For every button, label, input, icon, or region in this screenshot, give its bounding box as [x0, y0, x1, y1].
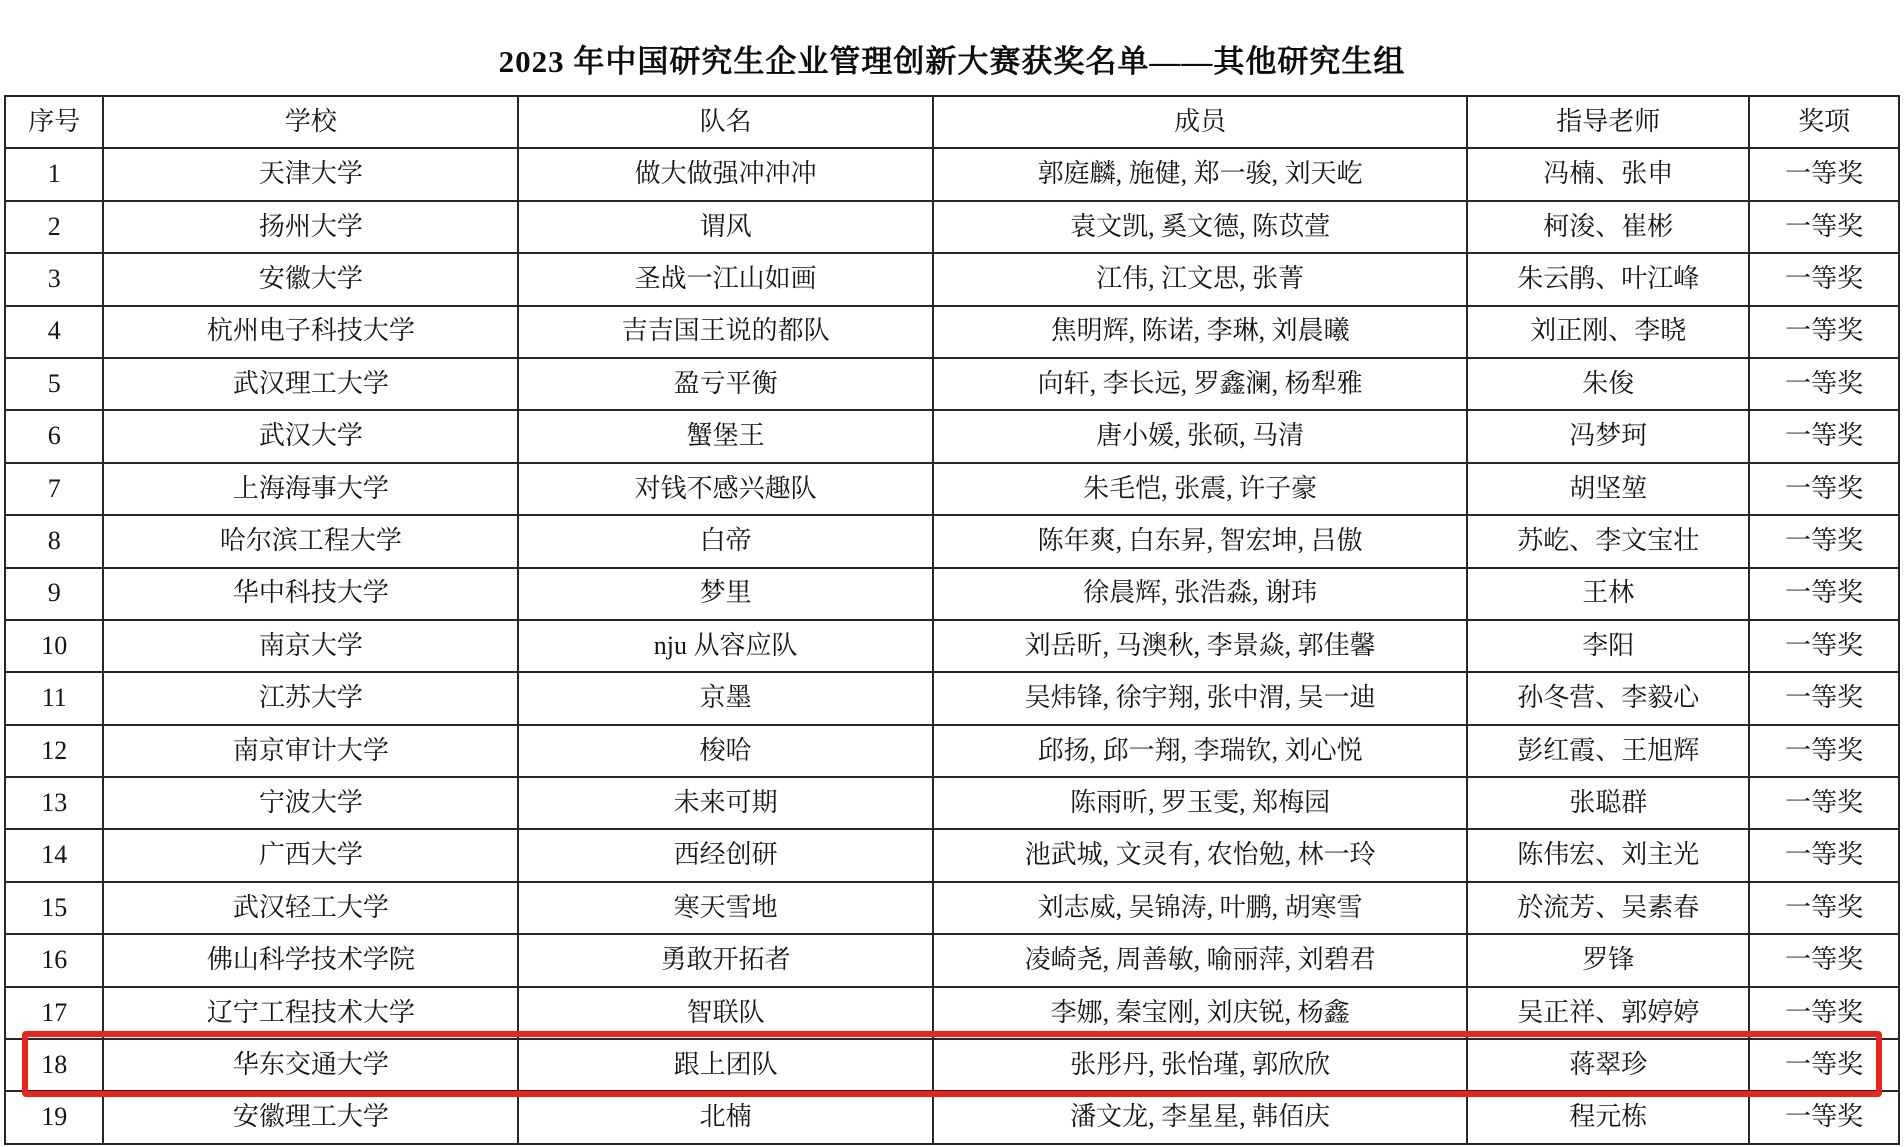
cell-award: 一等奖: [1749, 201, 1899, 253]
cell-no: 16: [5, 934, 103, 986]
cell-members: 刘志威, 吴锦涛, 叶鹏, 胡寒雪: [933, 882, 1467, 934]
header-members: 成员: [933, 96, 1467, 148]
cell-team: 吉吉国王说的都队: [518, 306, 933, 358]
cell-school: 南京审计大学: [103, 725, 518, 777]
cell-school: 安徽大学: [103, 253, 518, 305]
cell-team: 西经创研: [518, 829, 933, 881]
table-row: [5, 306, 1899, 358]
cell-school: 江苏大学: [103, 672, 518, 724]
cell-award: 一等奖: [1749, 725, 1899, 777]
cell-no: 6: [5, 410, 103, 462]
cell-award: 一等奖: [1749, 568, 1899, 620]
cell-members: 焦明辉, 陈诺, 李琳, 刘晨曦: [933, 306, 1467, 358]
cell-members: 徐晨辉, 张浩淼, 谢玮: [933, 568, 1467, 620]
cell-members: 袁文凯, 奚文德, 陈苡萱: [933, 201, 1467, 253]
cell-advisors: 於流芳、吴素春: [1467, 882, 1749, 934]
cell-no: 7: [5, 463, 103, 515]
cell-members: 朱毛恺, 张震, 许子豪: [933, 463, 1467, 515]
cell-school: 辽宁工程技术大学: [103, 987, 518, 1039]
cell-team: 京墨: [518, 672, 933, 724]
cell-no: 8: [5, 515, 103, 567]
cell-award: 一等奖: [1749, 777, 1899, 829]
cell-no: 10: [5, 620, 103, 672]
cell-award: 一等奖: [1749, 672, 1899, 724]
cell-school: 哈尔滨工程大学: [103, 515, 518, 567]
cell-award: 一等奖: [1749, 148, 1899, 200]
cell-team: 跟上团队: [518, 1039, 933, 1091]
cell-award: 一等奖: [1749, 515, 1899, 567]
cell-school: 天津大学: [103, 148, 518, 200]
cell-members: 陈雨昕, 罗玉雯, 郑梅园: [933, 777, 1467, 829]
table-row: [5, 829, 1899, 881]
cell-team: 寒天雪地: [518, 882, 933, 934]
cell-school: 华中科技大学: [103, 568, 518, 620]
cell-members: 刘岳昕, 马澳秋, 李景焱, 郭佳馨: [933, 620, 1467, 672]
cell-award: 一等奖: [1749, 463, 1899, 515]
cell-school: 佛山科学技术学院: [103, 934, 518, 986]
cell-school: 华东交通大学: [103, 1039, 518, 1091]
cell-school: 武汉理工大学: [103, 358, 518, 410]
cell-members: 凌崎尧, 周善敏, 喻丽萍, 刘碧君: [933, 934, 1467, 986]
header-award: 奖项: [1749, 96, 1899, 148]
cell-no: 11: [5, 672, 103, 724]
cell-award: 一等奖: [1749, 1039, 1899, 1091]
cell-no: 17: [5, 987, 103, 1039]
cell-award: 一等奖: [1749, 882, 1899, 934]
cell-team: 梦里: [518, 568, 933, 620]
table-row: [5, 148, 1899, 200]
cell-team: 北楠: [518, 1091, 933, 1143]
cell-advisors: 柯浚、崔彬: [1467, 201, 1749, 253]
cell-no: 1: [5, 148, 103, 200]
cell-advisors: 彭红霞、王旭辉: [1467, 725, 1749, 777]
cell-advisors: 冯楠、张申: [1467, 148, 1749, 200]
cell-school: 广西大学: [103, 829, 518, 881]
cell-team: 梭哈: [518, 725, 933, 777]
cell-team: 谓风: [518, 201, 933, 253]
cell-advisors: 李阳: [1467, 620, 1749, 672]
cell-no: 9: [5, 568, 103, 620]
cell-no: 14: [5, 829, 103, 881]
cell-award: 一等奖: [1749, 620, 1899, 672]
cell-advisors: 苏屹、李文宝壮: [1467, 515, 1749, 567]
cell-advisors: 王林: [1467, 568, 1749, 620]
cell-no: 2: [5, 201, 103, 253]
cell-no: 19: [5, 1091, 103, 1143]
table-row: [5, 882, 1899, 934]
cell-advisors: 程元栋: [1467, 1091, 1749, 1143]
table-header: [5, 96, 1899, 148]
cell-members: 张彤丹, 张怡瑾, 郭欣欣: [933, 1039, 1467, 1091]
cell-team: 白帝: [518, 515, 933, 567]
cell-team: 蟹堡王: [518, 410, 933, 462]
cell-members: 陈年爽, 白东昇, 智宏坤, 吕傲: [933, 515, 1467, 567]
cell-members: 吴炜锋, 徐宇翔, 张中渭, 吴一迪: [933, 672, 1467, 724]
table-row: [5, 934, 1899, 986]
cell-school: 上海海事大学: [103, 463, 518, 515]
cell-school: 安徽理工大学: [103, 1091, 518, 1143]
cell-school: 南京大学: [103, 620, 518, 672]
header-advisors: 指导老师: [1467, 96, 1749, 148]
table-row: [5, 201, 1899, 253]
cell-advisors: 刘正刚、李晓: [1467, 306, 1749, 358]
cell-team: 盈亏平衡: [518, 358, 933, 410]
table-row: [5, 672, 1899, 724]
cell-advisors: 蒋翠珍: [1467, 1039, 1749, 1091]
page-title: 2023 年中国研究生企业管理创新大赛获奖名单——其他研究生组: [498, 44, 1406, 79]
cell-advisors: 朱云鹃、叶江峰: [1467, 253, 1749, 305]
cell-members: 潘文龙, 李星星, 韩佰庆: [933, 1091, 1467, 1143]
cell-team: 做大做强冲冲冲: [518, 148, 933, 200]
cell-team: 圣战一江山如画: [518, 253, 933, 305]
cell-members: 李娜, 秦宝刚, 刘庆锐, 杨鑫: [933, 987, 1467, 1039]
cell-advisors: 孙冬营、李毅心: [1467, 672, 1749, 724]
cell-no: 13: [5, 777, 103, 829]
table-row: [5, 515, 1899, 567]
cell-award: 一等奖: [1749, 306, 1899, 358]
table-row: [5, 568, 1899, 620]
table-row: [5, 987, 1899, 1039]
cell-school: 宁波大学: [103, 777, 518, 829]
cell-members: 池武城, 文灵有, 农怡勉, 林一玲: [933, 829, 1467, 881]
table-row: [5, 1039, 1899, 1091]
table-body: [5, 148, 1899, 1143]
header-team: 队名: [518, 96, 933, 148]
cell-advisors: 张聪群: [1467, 777, 1749, 829]
cell-no: 12: [5, 725, 103, 777]
cell-no: 18: [5, 1039, 103, 1091]
award-table-wrap: [4, 95, 1900, 1145]
table-row: [5, 620, 1899, 672]
cell-advisors: 冯梦珂: [1467, 410, 1749, 462]
cell-school: 杭州电子科技大学: [103, 306, 518, 358]
cell-award: 一等奖: [1749, 358, 1899, 410]
table-row: [5, 253, 1899, 305]
table-row: [5, 777, 1899, 829]
cell-team: 对钱不感兴趣队: [518, 463, 933, 515]
cell-members: 唐小媛, 张硕, 马清: [933, 410, 1467, 462]
cell-school: 武汉轻工大学: [103, 882, 518, 934]
header-no: 序号: [5, 96, 103, 148]
cell-members: 江伟, 江文思, 张菁: [933, 253, 1467, 305]
cell-advisors: 陈伟宏、刘主光: [1467, 829, 1749, 881]
table-row: [5, 410, 1899, 462]
cell-award: 一等奖: [1749, 253, 1899, 305]
cell-no: 5: [5, 358, 103, 410]
cell-team: nju 从容应队: [518, 620, 933, 672]
cell-team: 勇敢开拓者: [518, 934, 933, 986]
table-row: [5, 725, 1899, 777]
cell-team: 智联队: [518, 987, 933, 1039]
cell-advisors: 吴正祥、郭婷婷: [1467, 987, 1749, 1039]
cell-members: 郭庭麟, 施健, 郑一骏, 刘天屹: [933, 148, 1467, 200]
cell-no: 15: [5, 882, 103, 934]
table-row: [5, 463, 1899, 515]
cell-award: 一等奖: [1749, 987, 1899, 1039]
header-school: 学校: [103, 96, 518, 148]
cell-members: 邱扬, 邱一翔, 李瑞钦, 刘心悦: [933, 725, 1467, 777]
cell-no: 4: [5, 306, 103, 358]
cell-team: 未来可期: [518, 777, 933, 829]
cell-award: 一等奖: [1749, 1091, 1899, 1143]
cell-advisors: 朱俊: [1467, 358, 1749, 410]
award-table: [4, 95, 1900, 1145]
cell-school: 扬州大学: [103, 201, 518, 253]
cell-school: 武汉大学: [103, 410, 518, 462]
cell-award: 一等奖: [1749, 410, 1899, 462]
cell-award: 一等奖: [1749, 934, 1899, 986]
cell-members: 向轩, 李长远, 罗鑫澜, 杨犁雅: [933, 358, 1467, 410]
cell-award: 一等奖: [1749, 829, 1899, 881]
cell-advisors: 罗锋: [1467, 934, 1749, 986]
table-row: [5, 1091, 1899, 1143]
cell-advisors: 胡坚堃: [1467, 463, 1749, 515]
cell-no: 3: [5, 253, 103, 305]
table-row: [5, 358, 1899, 410]
header-row: [5, 96, 1899, 148]
